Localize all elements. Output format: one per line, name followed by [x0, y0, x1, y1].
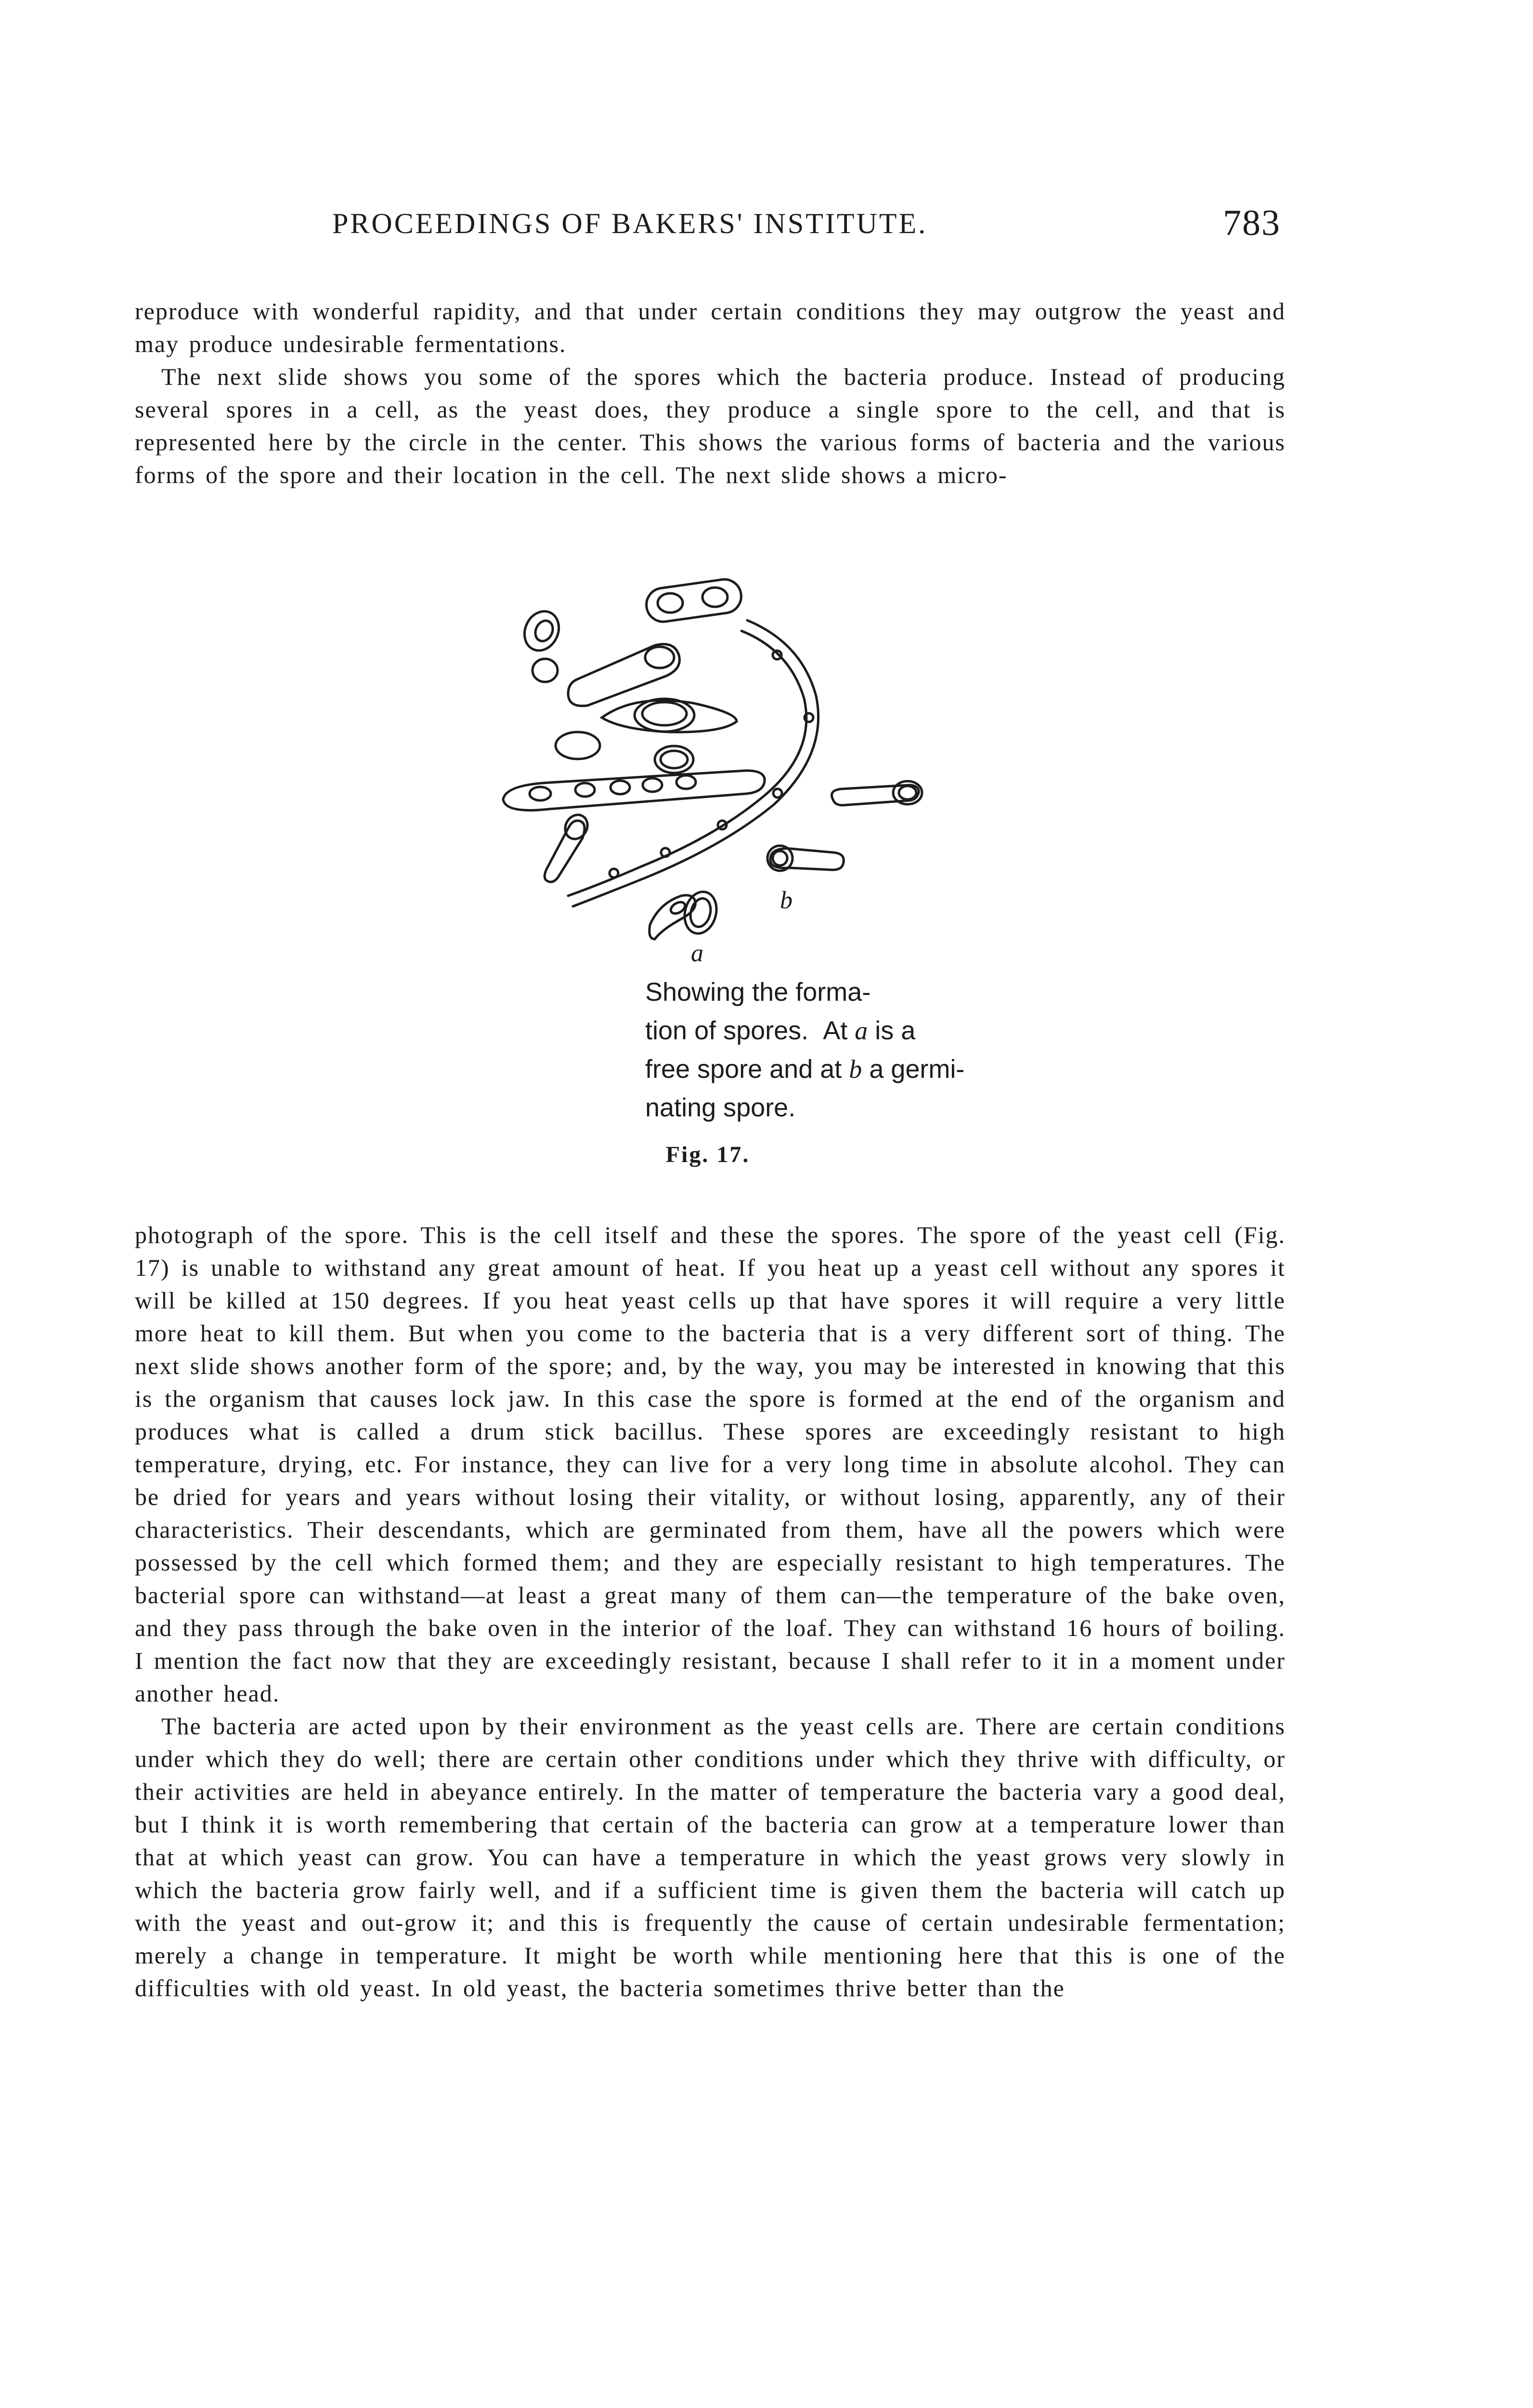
- spore-illustration: [496, 559, 929, 973]
- running-head: PROCEEDINGS OF BAKERS' INSTITUTE.: [332, 208, 928, 239]
- label-b: b: [780, 887, 792, 914]
- paragraph: The bacteria are acted upon by their environment as the yeast cells are. There are certain conditions under which they do well; there are certain other conditions under which they thrive with difficulty, or their activities are held in abeyance entirely. In the matter of temperature the bacteria vary a good deal, but I think it is worth remembering that certain of the bacteria can grow at a temperature lower than that at which yeast can grow. You can have a temperature in which the yeast grows very slowly in which the bacteria grow fairly well, and if a sufficient time is given them the bacteria will catch up with the yeast and out-grow it; and this is frequently the cause of certain undesirable fermentation; merely a change in temperature. It might be worth while mentioning here that this is one of the difficulties with old yeast. In old yeast, the bacteria sometimes thrive better than the: [135, 1713, 1286, 2002]
- caption-line-1: Showing the forma-: [645, 978, 871, 1007]
- paragraph: reproduce with wonderful rapidity, and that under certain conditions they may outgrow the yeast and may produce undesirable fermentations.: [135, 298, 1286, 357]
- page-header: [135, 202, 1281, 255]
- page-number: 783: [1223, 203, 1281, 243]
- figure-caption: [645, 973, 965, 1127]
- caption-line-3: free spore and at b a germi-: [645, 1055, 965, 1084]
- label-a: a: [691, 940, 703, 967]
- caption-line-4: nating spore.: [645, 1093, 796, 1122]
- caption-line-2: tion of spores. At a is a: [645, 1016, 916, 1045]
- text-block-top: [135, 295, 1286, 491]
- figure-label: Fig. 17.: [665, 1142, 750, 1167]
- text-block-bottom: [135, 1218, 1286, 2004]
- paragraph: The next slide shows you some of the spores which the bacteria produce. Instead of producing several spores in a cell, as the yeast does, they produce a single spore to the cell, and that is represented here by the circle in the center. This shows the various forms of bacteria and the various forms of the spore and their location in the cell. The next slide shows a micro-: [135, 363, 1286, 488]
- paragraph: photograph of the spore. This is the cell itself and these the spores. The spore of the yeast cell (Fig. 17) is unable to withstand any great amount of heat. If you heat up a yeast cell without any spores it will be killed at 150 degrees. If you heat yeast cells up that have spores it will require a very little more heat to kill them. But when you come to the bacteria that is a very different sort of thing. The next slide shows another form of the spore; and, by the way, you may be interested in knowing that this is the organism that causes lock jaw. In this case the spore is formed at the end of the organism and produces what is called a drum stick bacillus. These spores are exceedingly resistant to high temperature, drying, etc. For instance, they can live for a very long time in absolute alcohol. They can be dried for years and years without losing their vitality, or without losing, apparently, any of their characteristics. Their descendants, which are germinated from them, have all the powers which were possessed by the cell which formed them; and they are especially resistant to high temperatures. The bacterial spore can withstand—at least a great many of them can—the temperature of the bake oven, and they pass through the bake oven in the interior of the loaf. They can withstand 16 hours of boiling. I mention the fact now that they are exceedingly resistant, because I shall refer to it in a moment under another head.: [135, 1221, 1286, 1707]
- figure-17: [496, 559, 965, 1175]
